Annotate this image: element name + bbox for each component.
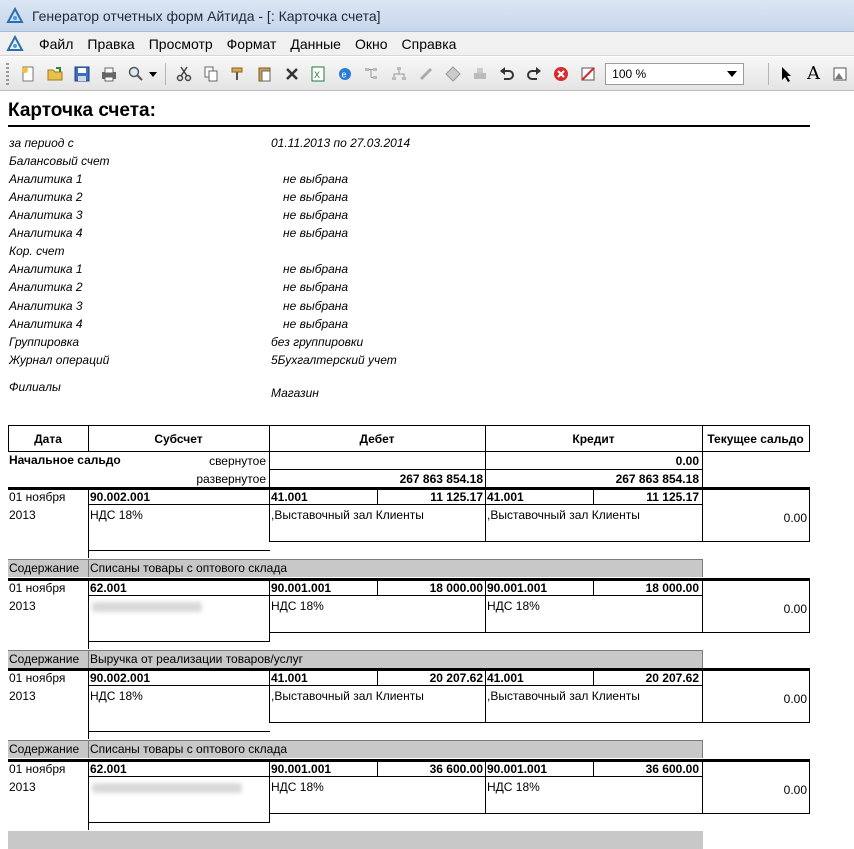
copy-icon — [202, 65, 220, 83]
grid-line — [269, 469, 703, 470]
window-title: Генератор отчетных форм Айтида - [: Карточка счета] — [32, 7, 381, 24]
document-menu-icon[interactable] — [6, 35, 24, 53]
column-header-subaccount: Субсчет — [154, 432, 203, 446]
grid-line — [269, 722, 703, 723]
param-branches-label: Филиалы — [9, 380, 61, 394]
grid-line — [702, 740, 703, 758]
opening-expanded-debit: 267 863 854.18 — [399, 472, 483, 486]
grid-line — [88, 776, 703, 777]
grid-line — [88, 822, 270, 823]
stop-button[interactable] — [551, 64, 570, 84]
printer-icon — [100, 65, 118, 83]
shape-button[interactable] — [444, 64, 463, 84]
row-year: 2013 — [9, 780, 36, 794]
menu-window[interactable]: Окно — [354, 35, 388, 52]
grid-line — [809, 425, 810, 452]
paste-button[interactable] — [255, 64, 274, 84]
row-balance: 0.00 — [783, 692, 807, 706]
grid-line — [485, 487, 486, 542]
hierarchy-icon — [390, 65, 408, 83]
menu-view[interactable]: Просмотр — [148, 35, 213, 52]
grid-line — [8, 451, 810, 452]
row-content-text: Списаны товары с оптового склада — [90, 561, 288, 575]
tree-button[interactable] — [363, 64, 382, 84]
magnifier-icon — [127, 65, 145, 83]
opening-collapsed-credit: 0.00 — [675, 454, 699, 468]
paste-icon — [256, 65, 274, 83]
param-balance-account-label: Балансовый счет — [9, 154, 110, 168]
app-logo-icon — [6, 7, 24, 25]
column-header-date: Дата — [34, 432, 62, 446]
param-analytics-value: не выбрана — [283, 299, 349, 313]
param-journal-value: 5Бухгалтерский учет — [271, 353, 397, 367]
row-credit-account: 41.001 — [487, 671, 524, 685]
grid-line — [702, 487, 703, 542]
chevron-down-icon — [727, 71, 737, 77]
param-analytics-label: Аналитика 4 — [9, 317, 83, 331]
param-analytics-label: Аналитика 1 — [9, 262, 83, 276]
content-band — [8, 831, 703, 849]
image-tool-button[interactable] — [830, 64, 850, 84]
new-document-button[interactable] — [19, 64, 38, 84]
grid-line — [88, 641, 270, 642]
param-analytics-label: Аналитика 3 — [9, 299, 83, 313]
param-analytics-value: не выбрана — [283, 317, 349, 331]
save-icon — [73, 65, 91, 83]
text-tool-icon[interactable]: A — [807, 63, 821, 84]
clear-format-button[interactable] — [578, 64, 597, 84]
redo-icon — [525, 65, 543, 83]
row-subaccount-note: НДС 18% — [90, 689, 143, 703]
grid-line — [88, 487, 89, 558]
toolbar-grip[interactable] — [6, 63, 9, 85]
tree-icon — [363, 65, 381, 83]
grid-line — [269, 632, 703, 633]
title-divider — [8, 125, 810, 127]
grid-line — [8, 740, 703, 741]
browser-icon — [336, 65, 354, 83]
row-balance: 0.00 — [783, 511, 807, 525]
grid-line — [269, 487, 270, 542]
toolbar — [0, 57, 854, 91]
stamp-button[interactable] — [471, 64, 490, 84]
grid-line — [702, 759, 703, 814]
row-credit-amount: 11 125.17 — [646, 490, 699, 504]
browser-button[interactable] — [336, 64, 355, 84]
row-debit-note: ,Выставочный зал Клиенты — [271, 508, 424, 522]
grid-line — [88, 668, 89, 739]
image-icon — [831, 65, 849, 83]
toolbar-separator — [165, 63, 166, 85]
redacted-counterparty — [92, 602, 202, 612]
expanded-label: развернутое — [196, 472, 266, 486]
grid-line — [702, 722, 810, 723]
row-balance: 0.00 — [783, 783, 807, 797]
row-credit-note: НДС 18% — [487, 599, 540, 613]
row-year: 2013 — [9, 689, 36, 703]
grid-line — [702, 541, 810, 542]
param-analytics-label: Аналитика 2 — [9, 280, 83, 294]
grid-line — [485, 668, 486, 723]
new-document-icon — [19, 65, 37, 83]
redacted-counterparty — [92, 783, 242, 793]
param-journal-label: Журнал операций — [9, 353, 110, 367]
row-date: 01 ноября — [9, 490, 66, 504]
param-period-value: 01.11.2013 по 27.03.2014 — [271, 136, 411, 150]
column-header-credit: Кредит — [572, 432, 615, 446]
stop-icon — [552, 65, 570, 83]
copy-button[interactable] — [201, 64, 220, 84]
drawing-toolbar — [764, 63, 854, 85]
row-debit-account: 41.001 — [271, 490, 308, 504]
diamond-icon — [444, 65, 462, 83]
grid-line — [485, 578, 486, 633]
row-subaccount-note: НДС 18% — [90, 508, 143, 522]
zoom-select[interactable] — [605, 63, 744, 85]
row-subaccount: 90.002.001 — [90, 671, 151, 685]
cursor-arrow-icon — [778, 65, 796, 83]
grid-line — [88, 731, 270, 732]
menu-file[interactable]: Файл — [39, 35, 74, 52]
row-credit-account: 90.001.001 — [487, 581, 548, 595]
param-analytics-value: не выбрана — [283, 226, 349, 240]
row-subaccount: 62.001 — [90, 581, 127, 595]
row-credit-note: НДС 18% — [487, 780, 540, 794]
grid-line — [702, 452, 703, 488]
param-analytics-label: Аналитика 2 — [9, 190, 83, 204]
param-period-label: за период с — [9, 136, 74, 150]
grid-line — [809, 759, 810, 814]
row-credit-amount: 18 000.00 — [645, 581, 699, 595]
grid-line — [8, 425, 810, 426]
menu-bar — [0, 32, 854, 56]
row-date: 01 ноября — [9, 671, 66, 685]
param-analytics-value: не выбрана — [283, 280, 349, 294]
grid-line — [269, 541, 703, 542]
undo-button[interactable] — [497, 64, 516, 84]
menu-data[interactable]: Данные — [290, 35, 341, 52]
param-analytics-value: не выбрана — [283, 262, 349, 276]
collapsed-label: свернутое — [209, 454, 266, 468]
menu-format[interactable]: Формат — [226, 35, 277, 52]
row-debit-account: 41.001 — [271, 671, 308, 685]
row-subaccount: 90.002.001 — [90, 490, 151, 504]
grid-line — [88, 595, 703, 596]
menu-help[interactable]: Справка — [401, 35, 457, 52]
excel-icon — [309, 65, 327, 83]
svg-text:e: e — [341, 69, 347, 79]
grid-line — [88, 504, 703, 505]
row-content-text: Списаны товары с оптового склада — [90, 742, 288, 756]
grid-line — [809, 578, 810, 633]
toolbar-separator — [768, 63, 769, 85]
grid-line — [88, 685, 703, 686]
param-analytics-label: Аналитика 1 — [9, 172, 83, 186]
grid-line — [702, 668, 703, 723]
format-painter-button[interactable] — [228, 64, 247, 84]
hierarchy-button[interactable] — [390, 64, 409, 84]
param-branches-value: Магазин — [271, 386, 319, 400]
grid-line — [88, 650, 89, 668]
row-debit-amount: 36 600.00 — [429, 762, 483, 776]
row-credit-account: 41.001 — [487, 490, 524, 504]
grid-line — [485, 759, 486, 814]
save-button[interactable] — [73, 64, 92, 84]
row-debit-account: 90.001.001 — [271, 581, 332, 595]
delete-icon — [283, 65, 301, 83]
zoom-value: 100 % — [612, 66, 647, 81]
param-analytics-value: не выбрана — [283, 190, 349, 204]
row-year: 2013 — [9, 599, 36, 613]
row-debit-account: 90.001.001 — [271, 762, 332, 776]
row-content-label: Содержание — [9, 652, 80, 666]
grid-line — [8, 650, 703, 651]
param-analytics-label: Аналитика 3 — [9, 208, 83, 222]
param-grouping-value: без группировки — [271, 335, 364, 349]
column-header-debit: Дебет — [359, 432, 395, 446]
row-content-text: Выручка от реализации товаров/услуг — [90, 652, 303, 666]
row-subaccount: 62.001 — [90, 762, 127, 776]
undo-icon — [498, 65, 516, 83]
edit-button[interactable] — [417, 64, 436, 84]
brush-icon — [229, 65, 247, 83]
grid-line — [8, 559, 703, 560]
row-credit-amount: 36 600.00 — [645, 762, 699, 776]
title-bar — [0, 0, 854, 32]
grid-line — [809, 487, 810, 542]
select-pointer-button[interactable] — [777, 64, 797, 84]
grid-line — [702, 650, 703, 668]
row-debit-amount: 20 207.62 — [429, 671, 483, 685]
print-preview-button[interactable] — [127, 64, 146, 84]
grid-line — [702, 559, 703, 577]
export-excel-button[interactable] — [309, 64, 328, 84]
delete-button[interactable] — [282, 64, 301, 84]
grid-line — [702, 578, 703, 633]
grid-line — [269, 668, 270, 723]
row-debit-note: НДС 18% — [271, 780, 324, 794]
grid-line — [88, 740, 89, 758]
param-analytics-value: не выбрана — [283, 172, 349, 186]
grid-line — [702, 632, 810, 633]
grid-line — [88, 550, 270, 551]
grid-line — [809, 668, 810, 723]
param-analytics-label: Аналитика 4 — [9, 226, 83, 240]
pencil-icon — [417, 65, 435, 83]
row-content-label: Содержание — [9, 561, 80, 575]
grid-line — [88, 578, 89, 649]
row-debit-amount: 11 125.17 — [430, 490, 483, 504]
stamp-icon — [471, 65, 489, 83]
param-analytics-value: не выбрана — [283, 208, 349, 222]
row-debit-amount: 18 000.00 — [429, 581, 483, 595]
row-credit-note: ,Выставочный зал Клиенты — [487, 508, 640, 522]
grid-line — [88, 559, 89, 577]
row-credit-account: 90.001.001 — [487, 762, 548, 776]
svg-text:X: X — [314, 69, 321, 80]
column-header-balance: Текущее сальдо — [707, 432, 804, 446]
row-date: 01 ноября — [9, 762, 66, 776]
row-credit-note: ,Выставочный зал Клиенты — [487, 689, 640, 703]
cut-button[interactable] — [174, 64, 193, 84]
row-content-label: Содержание — [9, 742, 80, 756]
row-credit-amount: 20 207.62 — [645, 671, 699, 685]
menu-edit[interactable]: Правка — [87, 35, 135, 52]
redo-button[interactable] — [524, 64, 543, 84]
opening-balance-label: Начальное сальдо — [9, 453, 121, 467]
row-year: 2013 — [9, 508, 36, 522]
grid-line — [269, 813, 703, 814]
row-balance: 0.00 — [783, 602, 807, 616]
grid-line — [88, 759, 89, 830]
page-title: Карточка счета: — [8, 100, 156, 121]
report-page — [0, 92, 854, 837]
param-corr-account-label: Кор. счет — [9, 244, 65, 258]
row-debit-note: НДС 18% — [271, 599, 324, 613]
clear-format-icon — [579, 65, 597, 83]
param-grouping-label: Группировка — [9, 335, 80, 349]
open-button[interactable] — [46, 64, 65, 84]
opening-expanded-credit: 267 863 854.18 — [615, 472, 699, 486]
grid-line — [702, 813, 810, 814]
open-folder-icon — [46, 65, 64, 83]
row-date: 01 ноября — [9, 581, 66, 595]
chevron-down-icon[interactable] — [149, 70, 157, 78]
row-debit-note: ,Выставочный зал Клиенты — [271, 689, 424, 703]
scissors-icon — [175, 65, 193, 83]
print-button[interactable] — [100, 64, 119, 84]
